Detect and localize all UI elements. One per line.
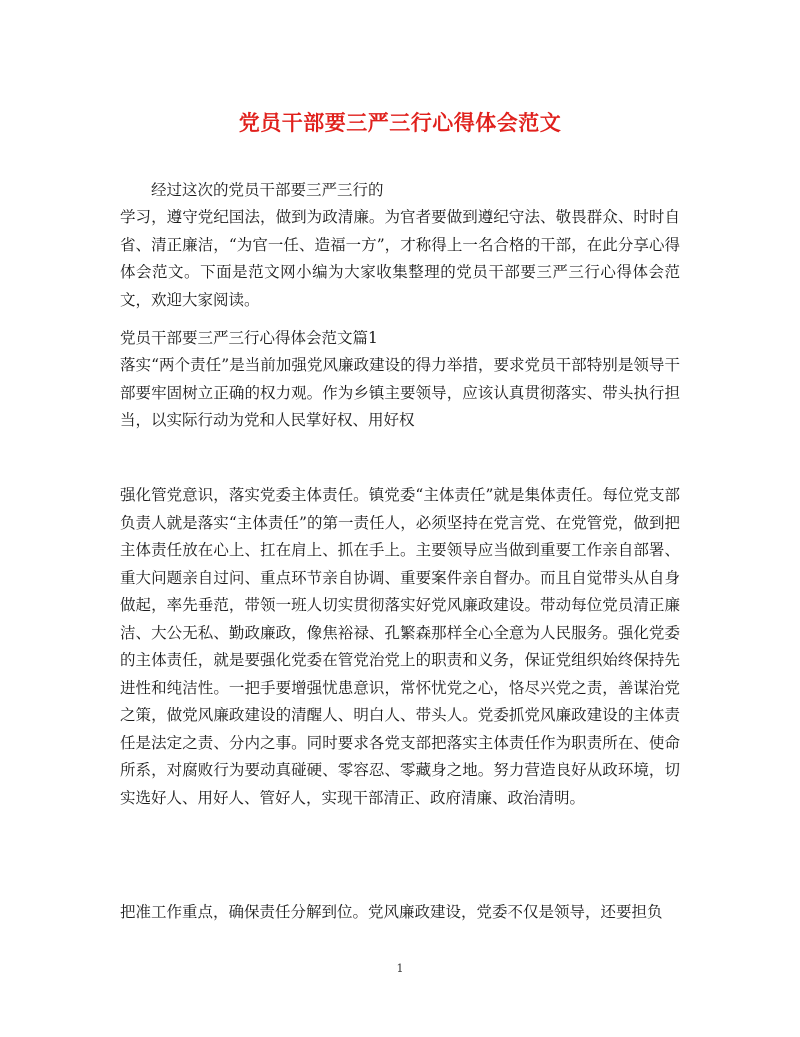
body-paragraph-2: 强化管党意识，落实党委主体责任。镇党委“主体责任”就是集体责任。每位党支部负责人就是落实“主体责任”的第一责任人，必须坚持在党言党、在党管党，做到把主体责任放在心上、扛在肩上、抓在手上。主要领导应当做到重要工作亲自部署、重大问题亲自过问、重点环节亲自协调、重要案件亲自督办。而且自觉带头从自身做起，率先垂范，带领一班人切实贯彻落实好党风廉政建设。带动每位党员清正廉洁、大公无私、勤政廉政，像焦裕禄、孔繁森那样全心全意为人民服务。强化党委的主体责任，就是要强化党委在管党治党上的职责和义务，保证党组织始终保持先进性和纯洁性。一把手要增强忧患意识，常怀忧党之心，恪尽兴党之责，善谋治党之策，做党风廉政建设的清醒人、明白人、带头人。党委抓党风廉政建设的主体责任是法定之责、分内之事。同时要求各党支部把落实主体责任作为职责所在、使命所系，对腐败行为要动真碰硬、零容忍、零藏身之地。努力营造良好从政环境，切实选好人、用好人、管好人，实现干部清正、政府清廉、政治清明。 <box>120 486 680 807</box>
body-paragraph-1: 落实“两个责任”是当前加强党风廉政建设的得力举措，要求党员干部特别是领导干部要牢固树立正确的权力观。作为乡镇主要领导，应该认真贯彻落实、带头执行担当，以实际行动为党和人民掌好权、用好权 <box>120 356 680 429</box>
document-title: 党员干部要三严三行心得体会范文 <box>238 110 562 135</box>
intro-paragraph: 学习，遵守党纪国法，做到为政清廉。为官者要做到遵纪守法、敬畏群众、时时自省、清正廉洁，“为官一任、造福一方”，才称得上一名合格的干部，在此分享心得体会范文。下面是范文网小编为大家收集整理的党员干部要三严三行心得体会范文，欢迎大家阅读。 <box>120 208 680 309</box>
body-paragraph-3: 把准工作重点，确保责任分解到位。党风廉政建设，党委不仅是领导，还要担负 <box>120 903 663 921</box>
page-number: 1 <box>396 962 404 975</box>
intro-first-line <box>120 177 680 205</box>
section-heading: 党员干部要三严三行心得体会范文篇1 <box>120 329 378 347</box>
intro-line-1: 经过这次的党员干部要三严三行的 <box>151 181 384 199</box>
